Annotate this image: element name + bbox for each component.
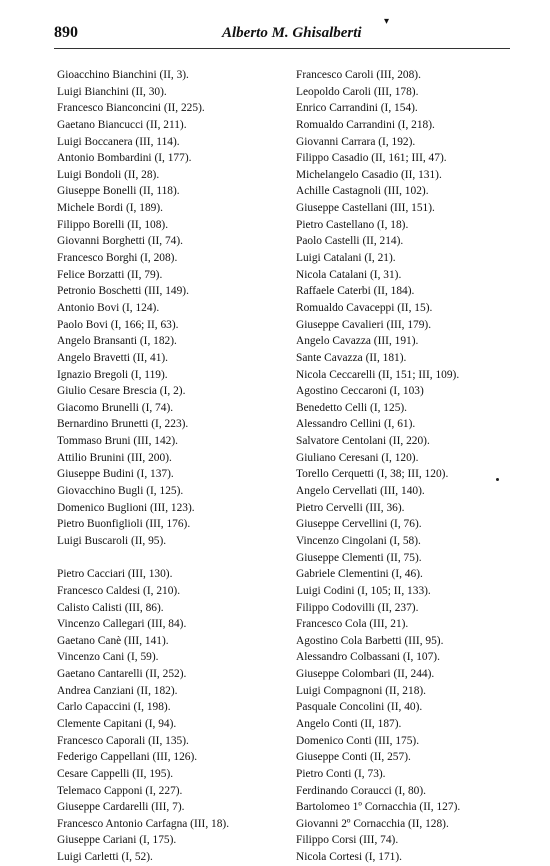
index-entry: Calisto Calisti (III, 86). <box>57 601 164 614</box>
index-entry: Francesco Caporali (II, 135). <box>57 734 189 747</box>
right-column <box>296 67 510 866</box>
index-entry: Giuseppe Bonelli (II, 118). <box>57 185 180 198</box>
index-entry: Giuseppe Colombari (II, 244). <box>296 668 435 681</box>
index-entry: Nicola Ceccarelli (II, 151; III, 109). <box>296 368 460 381</box>
index-entry: Romualdo Cavaceppi (II, 15). <box>296 301 433 314</box>
index-entry: Paolo Bovi (I, 166; II, 63). <box>57 318 179 331</box>
index-entry: Angelo Cavazza (III, 191). <box>296 335 419 348</box>
index-entry: Giuseppe Clementi (II, 75). <box>296 551 422 564</box>
top-mark: ▾ <box>384 16 390 27</box>
index-entry: Vincenzo Cani (I, 59). <box>57 651 159 664</box>
index-entry: Federigo Cappellani (III, 126). <box>57 751 198 764</box>
index-entry: Antonio Bombardini (I, 177). <box>57 152 192 165</box>
index-entry: Filippo Corsi (III, 74). <box>296 834 399 847</box>
index-entry: Andrea Canziani (II, 182). <box>57 684 178 697</box>
index-entry: Giuseppe Cavalieri (III, 179). <box>296 318 432 331</box>
index-entry: Torello Cerquetti (I, 38; III, 120). <box>296 468 449 481</box>
index-entry: Michelangelo Casadio (II, 131). <box>296 168 442 181</box>
index-entry: Domenico Conti (III, 175). <box>296 734 420 747</box>
index-entry: Angelo Bravetti (II, 41). <box>57 351 169 364</box>
index-entry: Nicola Catalani (I, 31). <box>296 268 402 281</box>
index-entry: Bartolomeo 1º Cornacchia (II, 127). <box>296 801 461 814</box>
index-entry: Antonio Bovi (I, 124). <box>57 301 160 314</box>
index-entry: Giovanni Borghetti (II, 74). <box>57 235 184 248</box>
index-entry: Gaetano Biancucci (II, 211). <box>57 118 187 131</box>
index-entry: Luigi Codini (I, 105; II, 133). <box>296 584 431 597</box>
index-entry: Sante Cavazza (II, 181). <box>296 351 407 364</box>
index-entry: Salvatore Centolani (II, 220). <box>296 435 430 448</box>
index-entry: Attilio Brunini (III, 200). <box>57 451 172 464</box>
index-entry: Telemaco Capponi (I, 227). <box>57 784 183 797</box>
index-entry: Gaetano Cantarelli (II, 252). <box>57 668 187 681</box>
index-entry: Agostino Cola Barbetti (III, 95). <box>296 634 444 647</box>
index-entry: Francesco Caroli (III, 208). <box>296 69 421 81</box>
index-entry: Pietro Cervelli (III, 36). <box>296 501 405 514</box>
index-entry: Ignazio Bregoli (I, 119). <box>57 368 168 381</box>
index-entry: Domenico Buglioni (III, 123). <box>57 501 195 514</box>
index-entry: Filippo Codovilli (II, 237). <box>296 601 419 614</box>
index-entry: Nicola Cortesi (I, 171). <box>296 851 402 864</box>
header-rule <box>54 48 510 49</box>
index-entry: Alessandro Colbassani (I, 107). <box>296 651 440 664</box>
index-entry: Giuseppe Budini (I, 137). <box>57 468 174 481</box>
index-entry: Gaetano Canè (III, 141). <box>57 634 169 647</box>
index-entry: Angelo Conti (II, 187). <box>296 717 402 730</box>
index-entry: Luigi Carletti (I, 52). <box>57 851 153 864</box>
index-entry: Ferdinando Coraucci (I, 80). <box>296 784 427 797</box>
index-entry: Giulio Cesare Brescia (I, 2). <box>57 385 186 398</box>
index-entry: Francesco Caldesi (I, 210). <box>57 584 181 597</box>
index-entry: Luigi Catalani (I, 21). <box>296 252 396 265</box>
index-entry: Giuseppe Cariani (I, 175). <box>57 834 177 847</box>
index-entry: Giovanni Carrara (I, 192). <box>296 135 416 148</box>
index-entry: Pietro Castellano (I, 18). <box>296 218 409 231</box>
stray-dot-mark <box>496 478 499 481</box>
index-entry: Giovanni 2º Cornacchia (II, 128). <box>296 817 449 830</box>
index-entry: Francesco Antonio Carfagna (III, 18). <box>57 817 230 830</box>
index-entry: Francesco Cola (III, 21). <box>296 618 409 631</box>
index-entry: Enrico Carrandini (I, 154). <box>296 102 418 115</box>
running-title: Alberto M. Ghisalberti <box>222 25 362 41</box>
index-entry: Felice Borzatti (II, 79). <box>57 268 163 281</box>
index-entry: Angelo Bransanti (I, 182). <box>57 335 177 348</box>
index-entry: Giuseppe Cardarelli (III, 7). <box>57 801 185 814</box>
index-entry: Gioacchino Bianchini (II, 3). <box>57 69 189 81</box>
index-entry: Pietro Buonfiglioli (III, 176). <box>57 518 191 531</box>
index-entry: Francesco Borghi (I, 208). <box>57 252 178 265</box>
index-entry: Filippo Casadio (II, 161; III, 47). <box>296 152 447 165</box>
index-entry: Pietro Conti (I, 73). <box>296 767 386 780</box>
index-entry: Michele Bordi (I, 189). <box>57 202 163 215</box>
index-entry: Paolo Castelli (II, 214). <box>296 235 404 248</box>
index-entry: Luigi Bianchini (II, 30). <box>57 85 167 98</box>
index-entry: Achille Castagnoli (III, 102). <box>296 185 429 198</box>
index-entry: Giacomo Brunelli (I, 74). <box>57 401 174 414</box>
index-entry: Cesare Cappelli (II, 195). <box>57 767 174 780</box>
index-entry: Luigi Bondoli (II, 28). <box>57 168 160 181</box>
index-entry: Romualdo Carrandini (I, 218). <box>296 118 435 131</box>
index-entry: Clemente Capitani (I, 94). <box>57 717 177 730</box>
index-entry: Pasquale Concolini (II, 40). <box>296 701 423 714</box>
index-entry: Vincenzo Cingolani (I, 58). <box>296 534 421 547</box>
index-entry: Luigi Boccanera (III, 114). <box>57 135 180 148</box>
index-entry: Giovacchino Bugli (I, 125). <box>57 485 184 498</box>
index-entry: Tommaso Bruni (III, 142). <box>57 435 178 448</box>
page-header <box>54 16 510 48</box>
index-entry: Giuliano Ceresani (I, 120). <box>296 451 419 464</box>
index-entry: Luigi Compagnoni (II, 218). <box>296 684 427 697</box>
index-entry: Pietro Cacciari (III, 130). <box>57 568 173 581</box>
index-entry: Giuseppe Cervellini (I, 76). <box>296 518 422 531</box>
index-entry: Gabriele Clementini (I, 46). <box>296 568 423 581</box>
index-entry: Angelo Cervellati (III, 140). <box>296 485 425 498</box>
left-column <box>57 67 293 866</box>
index-entry: Carlo Capaccini (I, 198). <box>57 701 171 714</box>
index-entry: Vincenzo Callegari (III, 84). <box>57 618 187 631</box>
index-entry: Petronio Boschetti (III, 149). <box>57 285 189 298</box>
index-entry: Giuseppe Conti (II, 257). <box>296 751 411 764</box>
index-entry: Agostino Ceccaroni (I, 103) <box>296 385 424 398</box>
index-entry: Benedetto Celli (I, 125). <box>296 401 408 414</box>
index-entry: Giuseppe Castellani (III, 151). <box>296 202 435 215</box>
index-entry: Filippo Borelli (II, 108). <box>57 218 169 231</box>
index-entry: Alessandro Cellini (I, 61). <box>296 418 416 431</box>
index-entry: Bernardino Brunetti (I, 223). <box>57 418 189 431</box>
index-entry: Raffaele Caterbi (II, 184). <box>296 285 415 298</box>
index-entry: Leopoldo Caroli (III, 178). <box>296 85 419 98</box>
index-entry: Francesco Bianconcini (II, 225). <box>57 102 205 115</box>
group-spacer <box>57 550 293 567</box>
index-entry: Luigi Buscaroli (II, 95). <box>57 534 167 547</box>
page-number: 890 <box>54 24 78 41</box>
